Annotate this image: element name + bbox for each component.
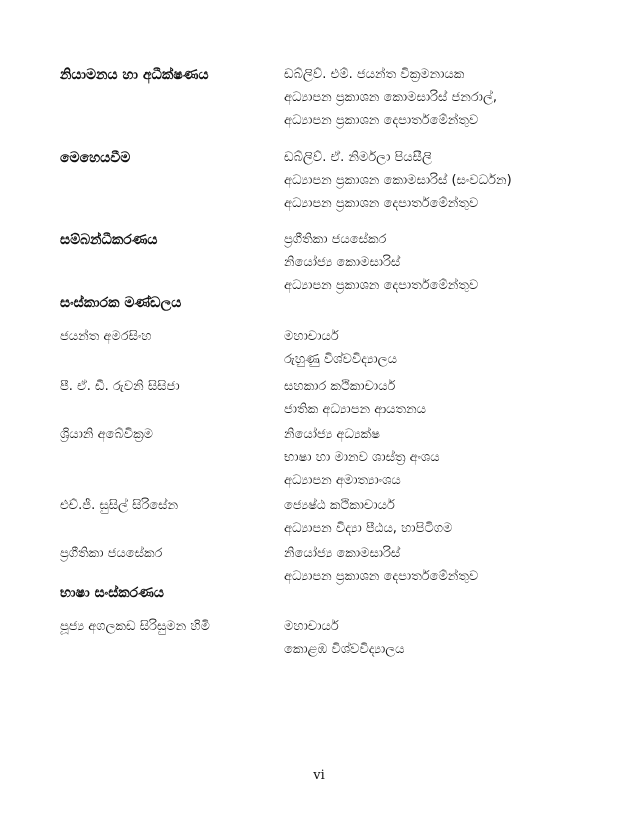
- editorial-member-line: අධ්‍යාපන විද්‍යා පීඨය, හාපිටිගම: [284, 521, 453, 536]
- editorial-member-name: එච්.ජී. සුසිල් සිරිසේන: [60, 498, 179, 513]
- editorial-member-line: රුහුණු විශ්වවිද්‍යාලය: [284, 352, 397, 367]
- language-editing-heading: භාෂා සංස්කරණය: [60, 585, 164, 601]
- editorial-member-line: භාෂා හා මානව ශාස්ත්‍ර අංශය: [284, 450, 440, 465]
- editorial-member-line: අධ්‍යාපන ප්‍රකාශන දෙපාර්තමේන්තුව: [284, 569, 479, 584]
- editorial-member-line: ජාතික අධ්‍යාපන ආයතනය: [284, 402, 426, 417]
- editorial-member-line: සහකාර කථිකාචාර්ය: [284, 379, 396, 394]
- language-editor-line: මහාචාර්ය: [284, 619, 339, 634]
- coordination-line: නියෝජ්‍ය කොමසාරිස්: [284, 255, 401, 270]
- editorial-member-line: මහාචාර්ය: [284, 329, 339, 344]
- page-number: vi: [313, 768, 325, 783]
- editorial-member-line: ජ්‍යෙෂ්ඨ කථිකාචාර්ය: [284, 498, 395, 513]
- direction-line: අධ්‍යාපන ප්‍රකාශන දෙපාර්තමේන්තුව: [284, 196, 479, 211]
- direction-heading: මෙහෙයවීම: [60, 150, 131, 166]
- supervision-line: අධ්‍යාපන ප්‍රකාශන දෙපාර්තමේන්තුව: [284, 113, 479, 128]
- editorial-member-name: පී. ඒ. ඩී. රුවනි සිසිජා: [60, 379, 180, 394]
- direction-line: ඩබ්ලිව්. ඒ. නිර්මලා පියසීලි: [284, 150, 432, 165]
- supervision-line: ඩබ්ලිව්. එම්. ජයන්ත වික්‍රමනායක: [284, 67, 465, 82]
- supervision-heading: නියාමනය හා අධීක්ෂණය: [60, 67, 209, 83]
- coordination-line: අධ්‍යාපන ප්‍රකාශන දෙපාර්තමේන්තුව: [284, 278, 479, 293]
- editorial-member-name: ප්‍රගීතිකා ජයසේකර: [60, 546, 163, 561]
- editorial-member-line: අධ්‍යාපන අමාත්‍යාංශය: [284, 473, 401, 488]
- editorial-board-heading: සංස්කාරක මණ්ඩලය: [60, 295, 182, 311]
- coordination-line: ප්‍රගීතිකා ජයසේකර: [284, 232, 387, 247]
- editorial-member-line: නියෝජ්‍ය අධ්‍යක්ෂ: [284, 427, 380, 442]
- editorial-member-name: ශ්‍රියානි අබේවික්‍රම: [60, 427, 154, 442]
- language-editor-name: පූජ්‍ය අගලකඩ සිරිසුමන හිමි: [60, 619, 210, 634]
- language-editor-line: කොළඹ විශ්වවිද්‍යාලය: [284, 642, 405, 657]
- editorial-member-name: ජයන්ත අමරසිංහ: [60, 329, 152, 344]
- coordination-heading: සම්බන්ධීකරණය: [60, 232, 158, 248]
- supervision-line: අධ්‍යාපන ප්‍රකාශන කොමසාරිස් ජනරාල්,: [284, 90, 498, 105]
- editorial-member-line: නියෝජ්‍ය කොමසාරිස්: [284, 546, 401, 561]
- direction-line: අධ්‍යාපන ප්‍රකාශන කොමසාරිස් (සංවර්ධන): [284, 173, 512, 188]
